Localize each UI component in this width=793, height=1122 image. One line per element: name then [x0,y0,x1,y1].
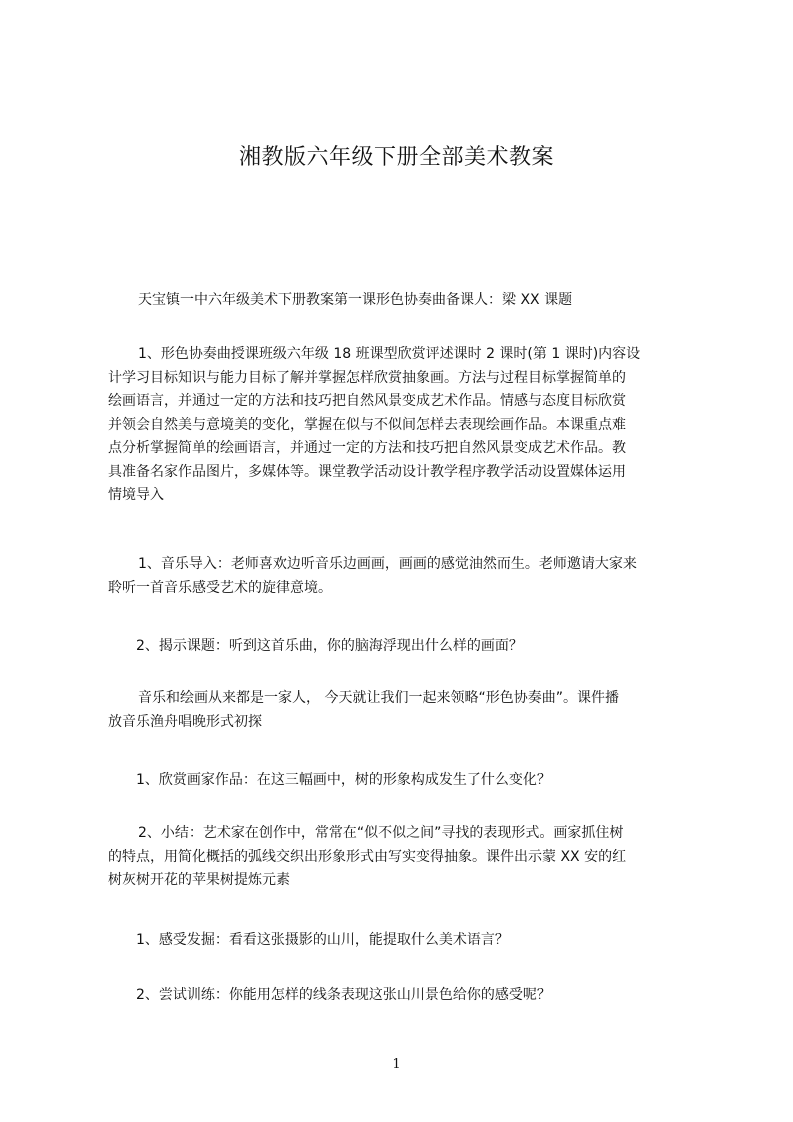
paragraph-reveal-topic [136,635,523,659]
paragraph-summary [108,822,626,893]
text-line: 2、揭示课题：听到这首乐曲，你的脑海浮现出什么样的画面？ [136,638,523,654]
paragraph-music-and-painting [108,687,619,734]
text-line: 音乐和绘画从来都是一家人， 今天就让我们一起来领略“形色协奏曲”。课件播 [138,690,619,706]
text-line: 1、音乐导入：老师喜欢边听音乐边画画，画画的感觉油然而生。老师邀请大家来 [138,556,637,572]
text-line: 天宝镇一中六年级美术下册教案第一课形色协奏曲备课人：梁 XX 课题 [138,292,573,308]
paragraph-music-intro [108,553,637,600]
paragraph-try-training [136,984,551,1008]
text-line: 并领会自然美与意境美的变化，掌握在似与不似间怎样去表现绘画作品。本课重点难 [108,416,626,433]
text-line: 情境导入 [108,487,164,503]
text-line: 1、形色协奏曲授课班级六年级 18 班课型欣赏评述课时 2 课时(第 1 课时)内容设 [138,346,641,362]
text-line: 具准备名家作品图片，多媒体等。课堂教学活动设计教学程序教学活动设置媒体运用 [108,463,626,480]
paragraph-feel-explore [136,929,509,953]
text-line: 放音乐渔舟唱晚形式初探 [108,713,262,730]
text-line: 绘画语言，并通过一定的方法和技巧把自然风景变成艺术作品。情感与态度目标欣赏 [108,393,626,409]
document-title: 湘教版六年级下册全部美术教案 [238,145,554,170]
text-line: 1、欣赏画家作品：在这三幅画中，树的形象构成发生了什么变化？ [136,772,551,788]
paragraph-appreciate-works [136,769,551,793]
paragraph-course-header [138,289,572,313]
text-line: 1、感受发掘：看看这张摄影的山川，能提取什么美术语言？ [136,932,509,948]
text-line: 2、小结：艺术家在创作中，常常在“似不似之间”寻找的表现形式。画家抓住树 [138,825,624,841]
text-line: 的特点，用简化概括的弧线交织出形象形式由写实变得抽象。课件出示蒙 XX 安的红 [108,848,627,865]
page-number: 1 [392,1057,401,1072]
text-line: 树灰树开花的苹果树提炼元素 [108,872,290,888]
text-line: 2、尝试训练：你能用怎样的线条表现这张山川景色给你的感受呢？ [136,987,551,1003]
text-line: 点分析掌握简单的绘画语言，并通过一定的方法和技巧把自然风景变成艺术作品。教 [108,440,626,456]
paragraph-lesson-plan [108,343,640,508]
text-line: 计学习目标知识与能力目标了解并掌握怎样欣赏抽象画。方法与过程目标掌握简单的 [108,369,626,386]
text-line: 聆听一首音乐感受艺术的旋律意境。 [108,579,332,596]
